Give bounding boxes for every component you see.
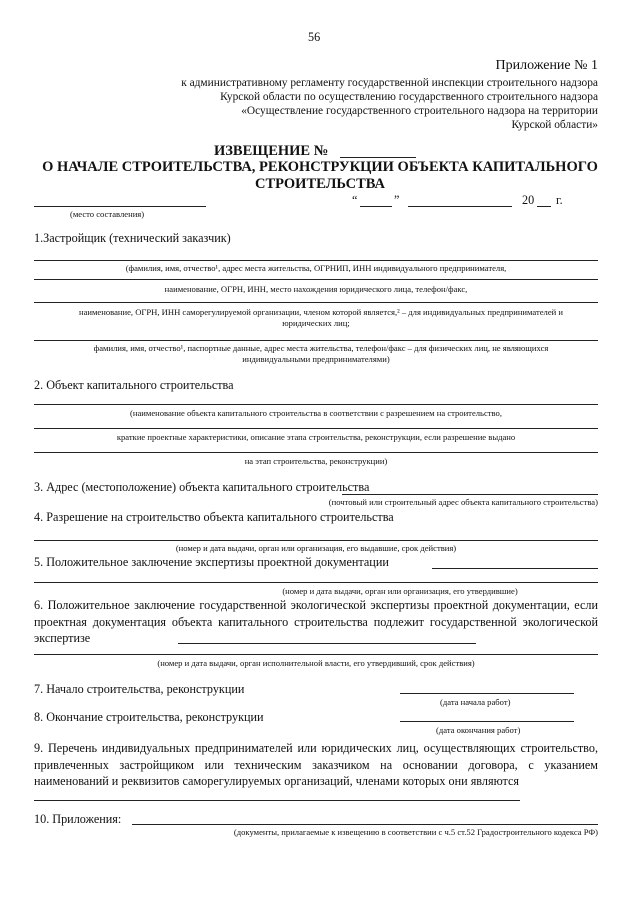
- notice-number-line: [340, 157, 416, 158]
- s6-field-1[interactable]: [178, 643, 476, 644]
- s10-caption: (документы, прилагаемые к извещению в соответствии с ч.5 ст.52 Градостроительного кодекса РФ): [233, 827, 598, 837]
- year-suffix: г.: [556, 193, 563, 207]
- s1-heading: 1.Застройщик (технический заказчик): [34, 231, 231, 245]
- place-caption: (место составления): [70, 209, 145, 219]
- s10-field[interactable]: [132, 824, 598, 825]
- day-field[interactable]: [360, 206, 392, 207]
- appendix-line: Курской области по осуществлению государственного строительного надзора: [220, 91, 598, 103]
- s1-caption-1: (фамилия, имя, отчество¹, адрес места жительства, ОГРНИП, ИНН индивидуального предпринимателя,: [125, 263, 507, 273]
- place-field[interactable]: [34, 206, 206, 207]
- s2-field-3[interactable]: [34, 452, 598, 453]
- s2-caption-1: (наименование объекта капитального строительства в соответствии с разрешением на строительство,: [130, 408, 502, 418]
- s2-field-2[interactable]: [34, 428, 598, 429]
- s1-caption-3b: юридических лиц;: [282, 318, 350, 328]
- s7-caption: (дата начала работ): [440, 697, 511, 707]
- s2-field-1[interactable]: [34, 404, 598, 405]
- year-field[interactable]: [537, 206, 551, 207]
- s5-caption: (номер и дата выдачи, орган или организация, его утвердившие): [282, 586, 518, 596]
- s7-heading: 7. Начало строительства, реконструкции: [34, 682, 245, 696]
- s9-text: [34, 740, 598, 790]
- title-line-2: О НАЧАЛЕ СТРОИТЕЛЬСТВА, РЕКОНСТРУКЦИИ ОБЪЕКТА КАПИТАЛЬНОГО: [42, 159, 598, 175]
- s4-heading: 4. Разрешение на строительство объекта капитального строительства: [34, 510, 394, 524]
- s2-caption-3: на этап строительства, реконструкции): [244, 456, 388, 466]
- s1-caption-4a: фамилия, имя, отчество¹, паспортные данные, адрес места жительства, телефон/факс – для физических лиц, не являющихся: [93, 343, 549, 353]
- s8-caption: (дата окончания работ): [436, 725, 521, 735]
- s5-field-2[interactable]: [34, 582, 598, 583]
- month-field[interactable]: [408, 206, 512, 207]
- s2-caption-2: краткие проектные характеристики, описание этапа строительства, реконструкции, если разрешение выдано: [116, 432, 516, 442]
- s8-heading: 8. Окончание строительства, реконструкции: [34, 710, 264, 724]
- appendix-line: «Осуществление государственного строительного надзора на территории: [241, 105, 598, 117]
- s6-text-content: 6. Положительное заключение государственной экологической экспертизы проектной документации, если проектная документация объекта капитального строительства подлежит государственной экологической экспертизе: [34, 598, 598, 645]
- title-line-3: СТРОИТЕЛЬСТВА: [254, 176, 386, 192]
- year-prefix: 20: [522, 193, 535, 207]
- appendix-line: к административному регламенту государственной инспекции строительного надзора: [181, 77, 598, 89]
- s9-field[interactable]: [34, 800, 520, 801]
- s1-field-3[interactable]: [34, 302, 598, 303]
- s1-field-1[interactable]: [34, 260, 598, 261]
- s2-heading: 2. Объект капитального строительства: [34, 378, 234, 392]
- s1-caption-4b: индивидуальными предпринимателями): [242, 354, 390, 364]
- s4-field[interactable]: [34, 540, 598, 541]
- s9-text-content: 9. Перечень индивидуальных предпринимателей или юридических лиц, осуществляющих строительство, привлеченных застройщиком или техническим заказчиком на основании договора, с указанием наименований и реквизитов саморегулируемых организаций, членами которых они являются: [34, 741, 598, 788]
- s10-heading: 10. Приложения:: [34, 812, 122, 826]
- s1-field-4[interactable]: [34, 340, 598, 341]
- date-close-quote: ”: [394, 193, 400, 207]
- page-number: 56: [308, 30, 321, 44]
- s8-field[interactable]: [400, 721, 574, 722]
- s5-field-1[interactable]: [432, 568, 598, 569]
- s5-heading: 5. Положительное заключение экспертизы проектной документации: [34, 555, 389, 569]
- s1-field-2[interactable]: [34, 279, 598, 280]
- date-open-quote: “: [352, 193, 358, 207]
- appendix-title: Приложение № 1: [495, 58, 598, 73]
- s1-caption-2: наименование, ОГРН, ИНН, место нахождения юридического лица, телефон/факс,: [164, 284, 468, 294]
- s4-caption: (номер и дата выдачи, орган или организация, его выдавшие, срок действия): [175, 543, 457, 553]
- title-notice-number: ИЗВЕЩЕНИЕ №: [214, 143, 329, 159]
- s7-field[interactable]: [400, 693, 574, 694]
- s3-field[interactable]: [342, 494, 598, 495]
- s6-text: [34, 597, 598, 647]
- s1-caption-3a: наименование, ОГРН, ИНН саморегулируемой организации, членом которой является,² – для индивидуальных предпринимателей и: [78, 307, 564, 317]
- s6-caption: (номер и дата выдачи, орган исполнительной власти, его утвердивший, срок действия): [157, 658, 475, 668]
- s3-caption: (почтовый или строительный адрес объекта капитального строительства): [328, 497, 598, 507]
- appendix-line: Курской области»: [511, 119, 598, 131]
- s3-heading: 3. Адрес (местоположение) объекта капитального строительства: [34, 480, 370, 494]
- s6-field-2[interactable]: [34, 654, 598, 655]
